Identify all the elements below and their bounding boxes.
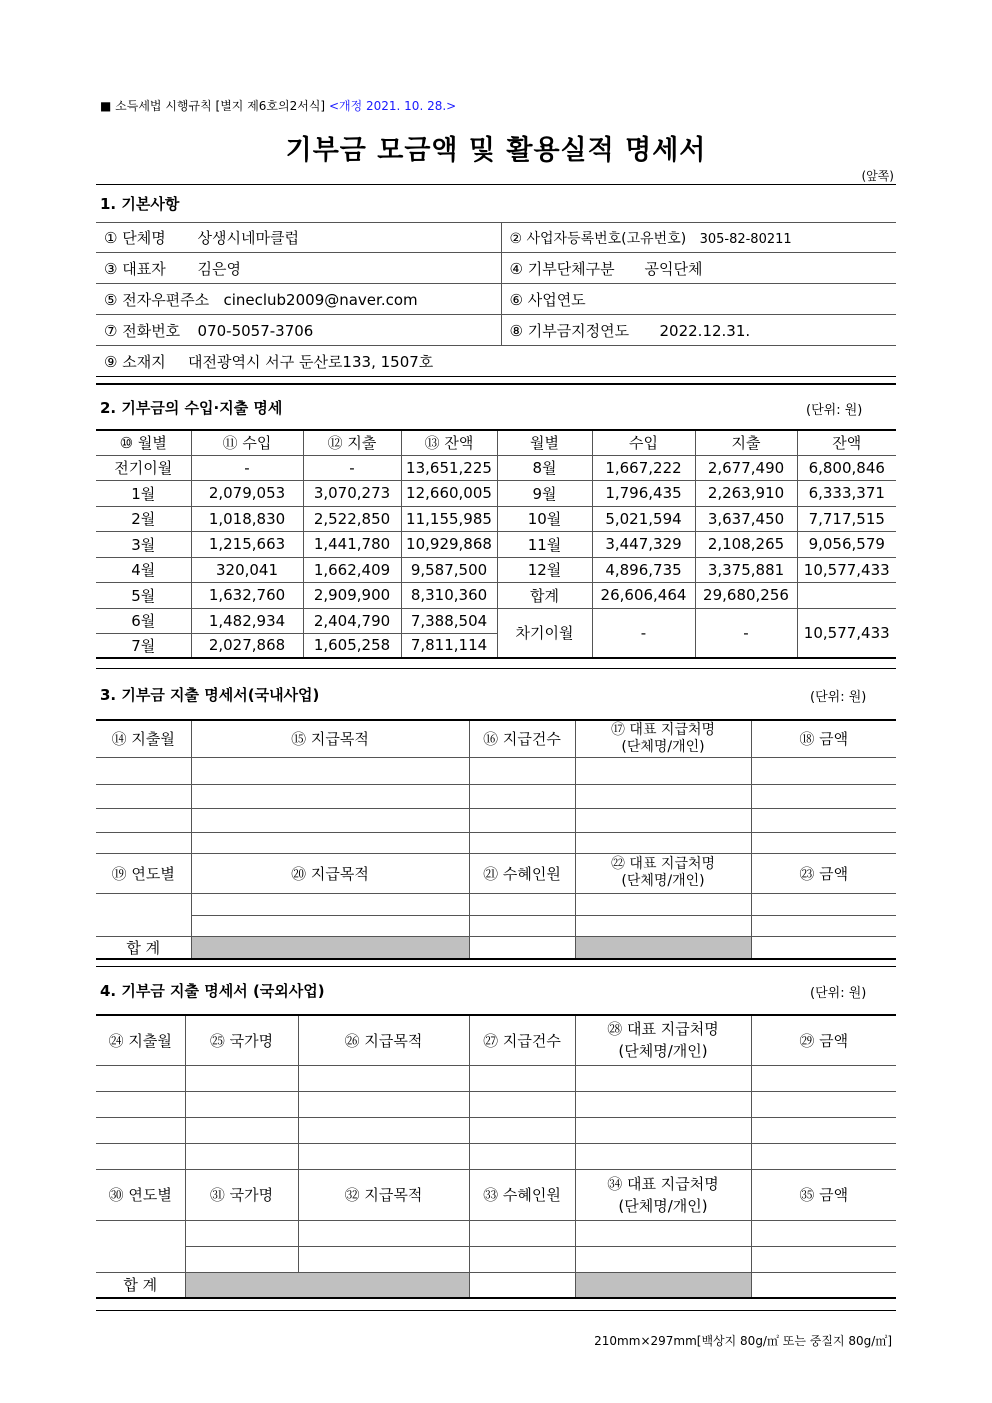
section-3-heading: 3. 기부금 지출 명세서(국내사업)	[100, 686, 320, 704]
cell: 1,632,760	[191, 583, 303, 609]
cell: 10월	[497, 506, 592, 532]
table-row	[96, 481, 896, 507]
basic-info-table	[96, 222, 896, 377]
section-4-heading: 4. 기부금 지출 명세서 (국외사업)	[100, 982, 325, 1000]
cell: 13,651,225	[401, 455, 497, 481]
cell: 9월	[497, 481, 592, 507]
table-row	[96, 832, 896, 853]
col-header	[575, 1169, 751, 1220]
col-header: ⑭ 지출월	[96, 720, 191, 757]
cell: 5월	[96, 583, 191, 609]
rep-value: 김은영	[197, 259, 242, 278]
cell: 1,482,934	[191, 608, 303, 633]
cell: 7,717,515	[797, 506, 896, 532]
cell: 6월	[96, 608, 191, 633]
cell: 29,680,256	[695, 583, 797, 609]
cell: 7,388,504	[401, 608, 497, 633]
carry-cell: -	[592, 608, 695, 658]
col-header: ㉗ 지급건수	[469, 1015, 575, 1065]
biz-no-value: 305-82-80211	[699, 231, 792, 247]
cell: 전기이월	[96, 455, 191, 481]
total-row	[96, 1272, 896, 1298]
cell: 4,896,735	[592, 557, 695, 583]
col-header: ⑬ 잔액	[401, 430, 497, 455]
type-label: ④ 기부단체구분	[509, 259, 615, 278]
divider	[96, 383, 896, 385]
biz-no-label: ② 사업자등록번호(고유번호)	[509, 230, 687, 247]
form-ref-text: ■ 소득세법 시행규칙 [별지 제6호의2서식]	[100, 99, 326, 113]
carry-cell: 차기이월	[497, 608, 592, 658]
total-label: 합 계	[96, 936, 191, 959]
header-row	[96, 430, 896, 455]
col-header: ㉓ 금액	[751, 853, 896, 893]
col-header: ㉝ 수혜인원	[469, 1169, 575, 1220]
col-header	[575, 853, 751, 893]
divider	[96, 184, 896, 185]
col-header	[575, 720, 751, 757]
table-row	[96, 608, 896, 633]
cell	[797, 583, 896, 609]
col-header: ㉙ 금액	[751, 1015, 896, 1065]
col-header: ⑱ 금액	[751, 720, 896, 757]
cell: 3,375,881	[695, 557, 797, 583]
col-header-line: (단체명/개인)	[621, 738, 705, 755]
cell: -	[191, 455, 303, 481]
col-header: 월별	[497, 430, 592, 455]
cell: 6,333,371	[797, 481, 896, 507]
table-row	[96, 808, 896, 832]
address-value: 대전광역시 서구 둔산로133, 1507호	[188, 352, 434, 371]
cell: 11월	[497, 532, 592, 558]
cell: 5,021,594	[592, 506, 695, 532]
cell: 12,660,005	[401, 481, 497, 507]
cell: 3월	[96, 532, 191, 558]
rep-label: ③ 대표자	[104, 259, 166, 278]
section-2-heading: 2. 기부금의 수입·지출 명세	[100, 399, 283, 417]
table-row	[96, 1220, 896, 1246]
cell: 10,929,868	[401, 532, 497, 558]
side-label: (앞쪽)	[861, 169, 894, 183]
section-1-heading: 1. 기본사항	[100, 195, 180, 213]
page-title: 기부금 모금액 및 활용실적 명세서	[285, 135, 707, 166]
cell: 3,447,329	[592, 532, 695, 558]
cell: 7,811,114	[401, 633, 497, 658]
domestic-expense-table	[96, 719, 896, 960]
cell: 26,606,464	[592, 583, 695, 609]
divider	[96, 668, 896, 669]
email-label: ⑤ 전자우편주소	[104, 290, 210, 309]
col-header: ⑩ 월별	[96, 430, 191, 455]
cell: 1,605,258	[303, 633, 401, 658]
form-reference	[100, 97, 456, 114]
cell: 1,441,780	[303, 532, 401, 558]
email-value: cineclub2009@naver.com	[223, 290, 418, 309]
address-label: ⑨ 소재지	[104, 352, 166, 371]
phone-label: ⑦ 전화번호	[104, 321, 181, 340]
col-header: ㉑ 수혜인원	[469, 853, 575, 893]
table-row	[96, 506, 896, 532]
cell: 2,263,910	[695, 481, 797, 507]
table-row	[96, 557, 896, 583]
cell: 2월	[96, 506, 191, 532]
col-header: ⑪ 수입	[191, 430, 303, 455]
table-row	[96, 1065, 896, 1091]
cell: 10,577,433	[797, 557, 896, 583]
col-header: ㉟ 금액	[751, 1169, 896, 1220]
col-header-line: ㉘ 대표 지급처명	[607, 1020, 719, 1039]
col-header: ⑯ 지급건수	[469, 720, 575, 757]
total-label: 합 계	[96, 1272, 185, 1298]
table-row	[96, 1091, 896, 1117]
col-header-line: (단체명/개인)	[618, 1042, 708, 1061]
paper-spec: 210mm×297mm[백상지 80g/㎡ 또는 중질지 80g/㎡]	[594, 1334, 892, 1348]
overseas-expense-table	[96, 1014, 896, 1299]
cell: 1,215,663	[191, 532, 303, 558]
cell: 7월	[96, 633, 191, 658]
cell: 1,796,435	[592, 481, 695, 507]
col-header: ㉔ 지출월	[96, 1015, 185, 1065]
table-row	[96, 1143, 896, 1169]
cell: 1,662,409	[303, 557, 401, 583]
revision-text: <개정 2021. 10. 28.>	[328, 99, 457, 113]
carry-cell: 10,577,433	[797, 608, 896, 658]
table-row	[96, 583, 896, 609]
col-header-line: ㉞ 대표 지급처명	[607, 1174, 719, 1193]
cell: 8,310,360	[401, 583, 497, 609]
unit-label: (단위: 원)	[810, 986, 867, 1001]
cell: 1,667,222	[592, 455, 695, 481]
cell: 320,041	[191, 557, 303, 583]
col-header: ㉕ 국가명	[185, 1015, 298, 1065]
cell: 2,079,053	[191, 481, 303, 507]
col-header: ㉛ 국가명	[185, 1169, 298, 1220]
cell: 1,018,830	[191, 506, 303, 532]
total-row	[96, 936, 896, 959]
table-row	[96, 784, 896, 808]
cell: 2,027,868	[191, 633, 303, 658]
col-header-line: (단체명/개인)	[618, 1196, 708, 1215]
cell: 2,909,900	[303, 583, 401, 609]
cell: 8월	[497, 455, 592, 481]
cell: -	[303, 455, 401, 481]
table-row	[96, 455, 896, 481]
col-header: ㉜ 지급목적	[298, 1169, 469, 1220]
cell: 3,070,273	[303, 481, 401, 507]
col-header: ⑳ 지급목적	[191, 853, 469, 893]
type-value: 공익단체	[644, 259, 703, 278]
col-header: 잔액	[797, 430, 896, 455]
org-name-value: 상생시네마클럽	[197, 229, 299, 247]
divider	[96, 1310, 896, 1311]
org-name-label: ① 단체명	[104, 229, 166, 247]
divider	[96, 966, 896, 967]
phone-value: 070-5057-3706	[197, 321, 314, 340]
cell: 11,155,985	[401, 506, 497, 532]
cell: 9,056,579	[797, 532, 896, 558]
unit-label: (단위: 원)	[806, 403, 863, 418]
cell: 4월	[96, 557, 191, 583]
table-row	[96, 532, 896, 558]
table-row	[96, 1117, 896, 1143]
col-header-line: ㉒ 대표 지급처명	[610, 856, 716, 872]
col-header: 지출	[695, 430, 797, 455]
cell: 2,404,790	[303, 608, 401, 633]
unit-label: (단위: 원)	[810, 690, 867, 705]
col-header-line: (단체명/개인)	[621, 873, 705, 889]
cell: 1월	[96, 481, 191, 507]
table-row	[96, 1246, 896, 1272]
col-header	[575, 1015, 751, 1065]
col-header: ⑫ 지출	[303, 430, 401, 455]
cell: 12월	[497, 557, 592, 583]
cell: 3,637,450	[695, 506, 797, 532]
year-label: ⑥ 사업연도	[509, 290, 586, 309]
col-header: ㉚ 연도별	[96, 1169, 185, 1220]
designated-label: ⑧ 기부금지정연도	[509, 321, 630, 340]
col-header: ⑲ 연도별	[96, 853, 191, 893]
cell: 합계	[497, 583, 592, 609]
table-row	[96, 893, 896, 915]
cell: 9,587,500	[401, 557, 497, 583]
col-header: ⑮ 지급목적	[191, 720, 469, 757]
col-header-line: ⑰ 대표 지급처명	[610, 721, 716, 738]
col-header: 수입	[592, 430, 695, 455]
table-row	[96, 915, 896, 936]
cell: 2,522,850	[303, 506, 401, 532]
divider	[96, 376, 896, 377]
table-row	[96, 757, 896, 784]
cell: 6,800,846	[797, 455, 896, 481]
col-header: ㉖ 지급목적	[298, 1015, 469, 1065]
cell: 2,677,490	[695, 455, 797, 481]
carry-cell: -	[695, 608, 797, 658]
designated-value: 2022.12.31.	[659, 321, 751, 340]
income-expense-table	[96, 429, 896, 659]
cell: 2,108,265	[695, 532, 797, 558]
